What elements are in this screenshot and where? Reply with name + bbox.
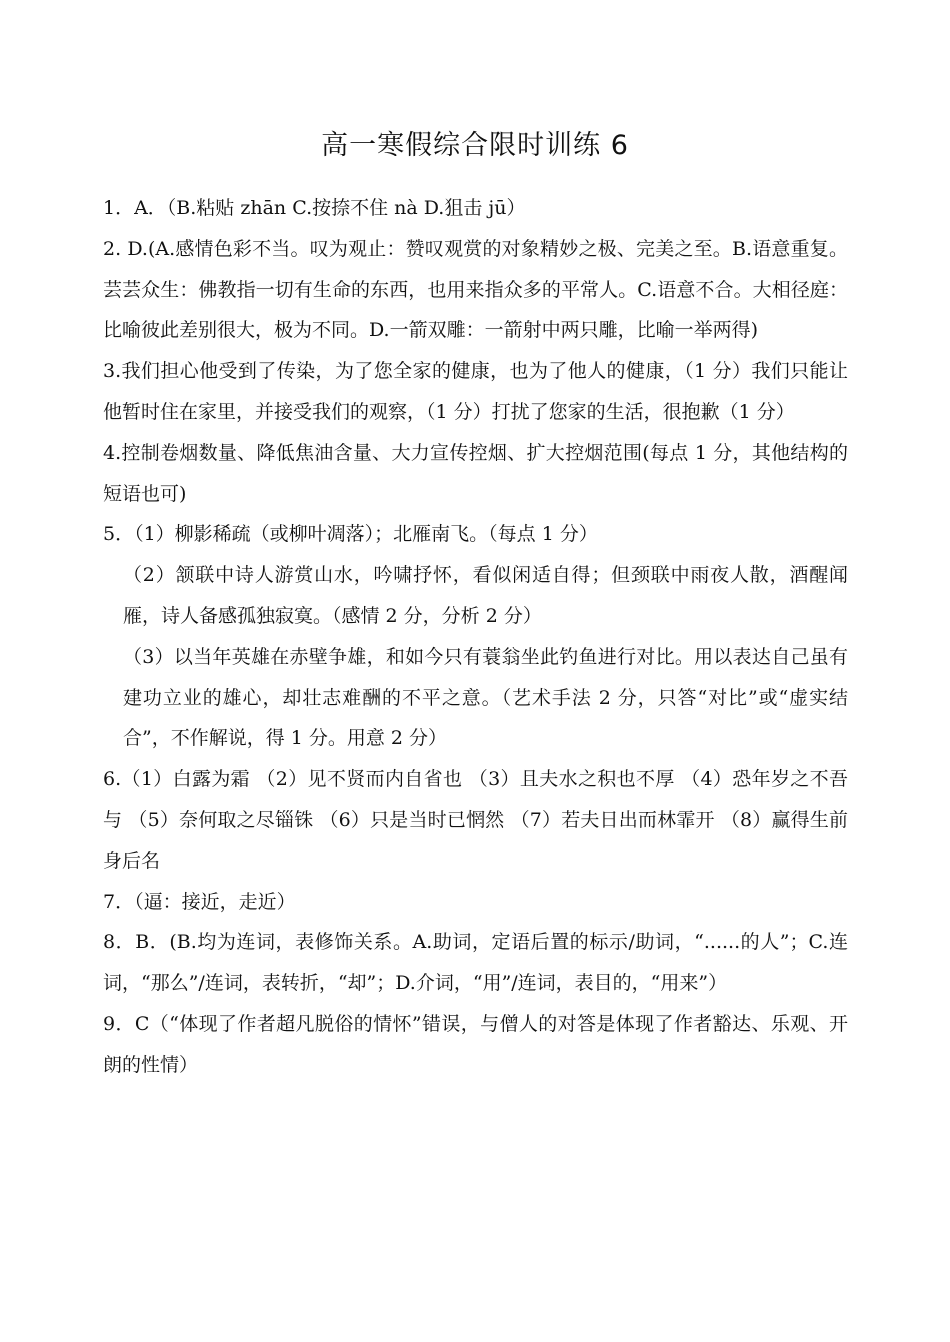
answer-9: 9．C（“体现了作者超凡脱俗的情怀”错误，与僧人的对答是体现了作者豁达、乐观、开朗的性情） — [103, 1012, 848, 1076]
answer-3: 3.我们担心他受到了传染，为了您全家的健康，也为了他人的健康，（1 分）我们只能让他暂时住在家里，并接受我们的观察，（1 分）打扰了您家的生活，很抱歉（1 分） — [103, 360, 848, 423]
answer-2: 2. D.(A.感情色彩不当。叹为观止：赞叹观赏的对象精妙之极、完美之至。B.语意重复。芸芸众生：佛教指一切有生命的东西，也用来指众多的平常人。C.语意不合。大相径庭：比喻彼此差别很大，极为不同。D.一箭双雕：一箭射中两只雕，比喻一举两得) — [103, 237, 848, 342]
answer-7: 7．（逼：接近，走近） — [103, 890, 296, 913]
answer-5-part-1: 5．（1）柳影稀疏（或柳叶凋落）；北雁南飞。（每点 1 分） — [103, 523, 598, 546]
answer-6: 6.（1）白露为霜 （2）见不贤而内自省也 （3）且夫水之积也不厚 （4）恐年岁之不吾与 （5）奈何取之尽锱铢 （6）只是当时已惘然 （7）若夫日出而林霏开 （8）赢得生前身后名 — [103, 768, 848, 872]
answer-8: 8．B．(B.均为连词，表修饰关系。A.助词，定语后置的标示/助词，“......的人”；C.连词，“那么”/连词，表转折，“却”；D.介词，“用”/连词，表目的，“用来”） — [103, 931, 848, 995]
answer-list — [103, 188, 848, 1086]
answer-5-part-3: （3）以当年英雄在赤壁争雄，和如今只有蓑翁坐此钓鱼进行对比。用以表达自己虽有建功立业的雄心，却壮志难酬的不平之意。（艺术手法 2 分，只答“对比”或“虚实结合”，不作解说，得 1 分。用意 2 分） — [123, 645, 848, 750]
answer-1: 1．A．（B.粘贴 zhān C.按捺不住 nà D.狙击 jū） — [103, 197, 526, 219]
page-title: 高一寒假综合限时训练 6 — [321, 130, 629, 161]
answer-5-part-2: （2）颔联中诗人游赏山水，吟啸抒怀，看似闲适自得；但颈联中雨夜人散，酒醒闻雁，诗人备感孤独寂寞。（感情 2 分，分析 2 分） — [123, 564, 848, 627]
answer-4: 4.控制卷烟数量、降低焦油含量、大力宣传控烟、扩大控烟范围(每点 1 分，其他结构的短语也可) — [103, 441, 848, 505]
